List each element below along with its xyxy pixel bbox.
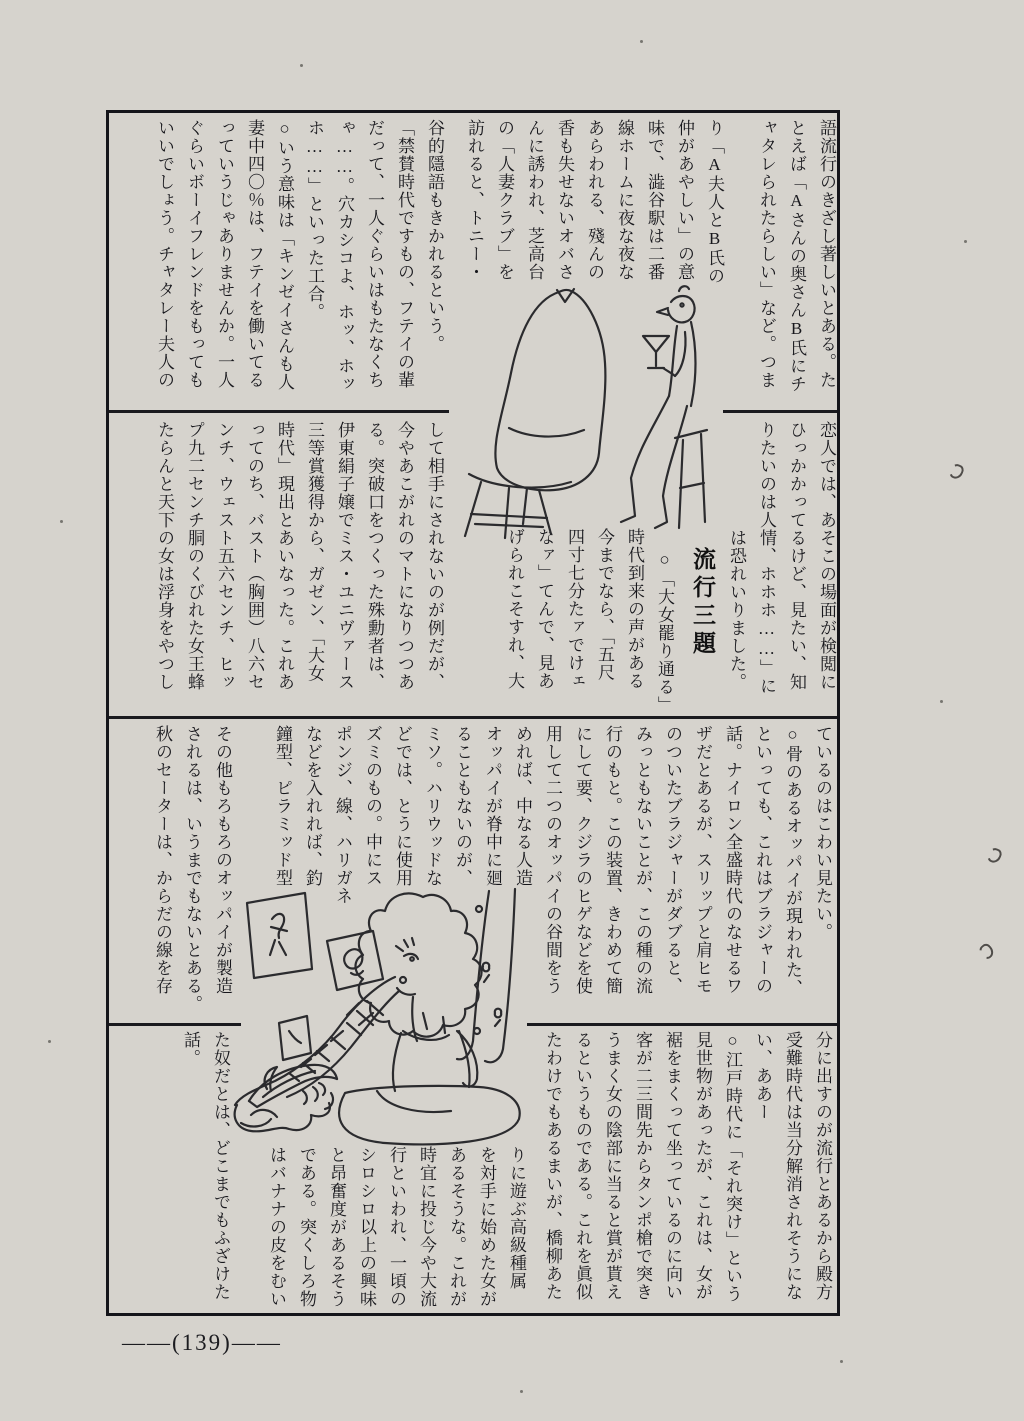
text-column: 用して二つのオッパイの谷間をう bbox=[543, 725, 562, 995]
text-column: 仲があやしい」の意 bbox=[675, 119, 694, 281]
text-block-row1-left bbox=[145, 119, 449, 409]
text-column: 時宜に投じ今や大流 bbox=[417, 1146, 436, 1308]
text-column: シロシロ以上の興味 bbox=[357, 1146, 376, 1308]
text-column: である。突くしろ物 bbox=[297, 1146, 316, 1308]
text-column: 線ホームに夜な夜な bbox=[615, 119, 634, 281]
text-block-opening bbox=[735, 119, 841, 409]
text-column: だって、一人ぐらいはもたなくち bbox=[365, 119, 384, 389]
ink-speck bbox=[520, 1390, 523, 1393]
ink-smudge bbox=[986, 846, 1004, 865]
text-column: いいでしょう。チャタレー夫人の bbox=[155, 119, 174, 389]
text-column: ているのはこわい見たい。 bbox=[813, 725, 832, 941]
text-column: 時代到来の声がある bbox=[625, 528, 644, 690]
text-column: っていうじゃありませんか。一人 bbox=[215, 119, 234, 389]
bar-scene-illustration bbox=[439, 278, 709, 543]
ink-smudge bbox=[948, 462, 966, 481]
text-column: はバナナの皮をむい bbox=[267, 1146, 286, 1308]
text-column: たわけでもあるまいが、橋柳あた bbox=[543, 1031, 562, 1301]
text-column: 妻中四〇％は、フテイを働いてる bbox=[245, 119, 264, 389]
text-block-row3-left bbox=[145, 725, 237, 1019]
text-column: 見世物があったが、これは、女が bbox=[693, 1031, 712, 1301]
ink-speck bbox=[300, 64, 303, 67]
text-column: ポンジ、線、ハリガネ bbox=[333, 725, 352, 905]
text-block-row2-right bbox=[709, 421, 841, 713]
text-column: ○江戸時代に「それ突け」という bbox=[723, 1031, 742, 1303]
divider-line bbox=[527, 1023, 837, 1026]
text-block-row4-right bbox=[537, 1031, 837, 1313]
text-column: ゃ……。穴カシコよ、ホッ、ホッ bbox=[335, 119, 354, 393]
text-column: 三等賞獲得から、ガゼン、「大女 bbox=[305, 421, 324, 683]
text-column: 訪れると、トニー・ bbox=[465, 119, 484, 281]
ink-speck bbox=[940, 700, 943, 703]
section-title: 流行三題 bbox=[690, 547, 715, 659]
text-column: ホ……」といった工合。 bbox=[305, 119, 324, 321]
text-column: ○いう意味は「キンゼイさんも人 bbox=[275, 119, 294, 391]
text-column: オッパイが脊中に廻 bbox=[483, 725, 502, 887]
text-column: とえば「Aさんの奥さんB氏にチ bbox=[787, 119, 806, 393]
text-column: 四寸七分たァでけェ bbox=[565, 528, 584, 690]
text-column: みっともないことが、この種の流 bbox=[633, 725, 652, 995]
text-column: 恋人では、あそこの場面が検閲に bbox=[817, 421, 836, 691]
text-column: ってのち、バスト（胸囲）八六セ bbox=[245, 421, 264, 691]
text-column: るというものである。これを眞似 bbox=[573, 1031, 592, 1301]
text-column: どでは、とうに使用 bbox=[393, 725, 412, 887]
text-column: めれば、中なる人造 bbox=[513, 725, 532, 887]
text-column: して相手にされないのが例だが、 bbox=[425, 421, 444, 691]
text-column: 語流行のきざし著しいとある。た bbox=[817, 119, 836, 389]
text-column: と昂奮度があるそう bbox=[327, 1146, 346, 1308]
text-column: その他もろもろのオッパイが製造 bbox=[213, 725, 232, 995]
text-column: うまく女の陰部に当ると賞が貰え bbox=[603, 1031, 622, 1301]
text-column: ミソ。ハリウッドな bbox=[423, 725, 442, 887]
text-column: は恐れいりました。 bbox=[727, 529, 746, 691]
text-column: ○骨のあるオッパイが現われた、 bbox=[783, 725, 802, 997]
text-column: りたいのは人情、ホホホ……」に bbox=[757, 421, 776, 695]
text-column: 分に出すのが流行とあるから殿方 bbox=[813, 1031, 832, 1301]
text-column: 「禁賛時代ですもの、フテイの輩 bbox=[395, 119, 414, 389]
text-column: たらんと天下の女は浮身をやつし bbox=[155, 421, 174, 691]
text-column: 伊東絹子嬢でミス・ユニヴァース bbox=[335, 421, 354, 691]
text-column: あるそうな。これが bbox=[447, 1146, 466, 1308]
text-block-row2-under-illustration bbox=[493, 528, 679, 720]
text-block-row4-bottom bbox=[252, 1146, 531, 1313]
text-column: ぐらいボーイフレンドをもっても bbox=[185, 119, 204, 389]
text-block-row3-right bbox=[537, 725, 837, 1019]
page-border-frame bbox=[106, 110, 840, 1316]
banana-hand-illustration bbox=[241, 1053, 343, 1135]
text-column: た奴だとは、どこまでもふざけた bbox=[211, 1031, 230, 1301]
text-column: 客が二三間先からタンポ槍で突き bbox=[633, 1031, 652, 1301]
text-column: い、ああー bbox=[753, 1031, 772, 1121]
text-column: ズミのもの。中にス bbox=[363, 725, 382, 887]
text-column: 谷的隱語もきかれるという。 bbox=[425, 119, 444, 353]
ink-speck bbox=[60, 520, 63, 523]
text-column: の「人妻クラブ」を bbox=[495, 119, 514, 281]
text-column: 話。ナイロン全盛時代のなせるワ bbox=[723, 725, 742, 995]
text-column: りに遊ぶ高級種属 bbox=[507, 1146, 526, 1290]
text-column: り「A夫人とB氏の bbox=[705, 119, 724, 285]
text-column: 今までなら、「五尺 bbox=[595, 528, 614, 682]
divider-line bbox=[109, 410, 449, 413]
text-column: あらわれる、殘んの bbox=[585, 119, 604, 281]
text-column: 味で、澁谷駅は二番 bbox=[645, 119, 664, 281]
text-column: 鐘型、ピラミッド型 bbox=[273, 725, 292, 887]
text-column: 受難時代は当分解消されそうにな bbox=[783, 1031, 802, 1301]
ink-speck bbox=[964, 240, 967, 243]
ink-speck bbox=[840, 1360, 843, 1363]
text-column: プ九二センチ胴のくびれた女王蜂 bbox=[185, 421, 204, 691]
text-column: ザだとあるが、スリップと肩ヒモ bbox=[693, 725, 712, 995]
text-column: げられこそすれ、大 bbox=[505, 528, 524, 690]
text-column: 時代」現出とあいなった。これあ bbox=[275, 421, 294, 691]
divider-line bbox=[109, 1023, 241, 1026]
text-column: 今やあこがれのマトになりつつあ bbox=[395, 421, 414, 691]
text-column: などを入れれば、釣 bbox=[303, 725, 322, 887]
text-column: ることもないのが、 bbox=[453, 725, 472, 887]
text-column: 香も失せないオバさ bbox=[555, 119, 574, 281]
ink-smudge bbox=[977, 942, 997, 962]
text-column: を対手に始めた女が bbox=[477, 1146, 496, 1308]
ink-speck bbox=[48, 1040, 51, 1043]
text-column: ンチ、ウェスト五六センチ、ヒッ bbox=[215, 421, 234, 691]
divider-line bbox=[723, 410, 837, 413]
text-column: のついたブラジャーがダブると、 bbox=[663, 725, 682, 995]
text-column: ひっかかってるけど、見たい、知 bbox=[787, 421, 806, 691]
text-column: 話。 bbox=[181, 1031, 200, 1067]
ink-speck bbox=[640, 40, 643, 43]
divider-line bbox=[109, 716, 837, 719]
text-block-row4-tail bbox=[173, 1031, 235, 1313]
text-column: んに誘われ、芝高台 bbox=[525, 119, 544, 281]
text-column: ャタレられたらしい」など。つま bbox=[757, 119, 776, 389]
text-column: されるは、いうまでもないとある。 bbox=[183, 725, 202, 1013]
text-column: 秋のセーターは、からだの線を存 bbox=[153, 725, 172, 995]
text-column: 行のもと。この装置、きわめて簡 bbox=[603, 725, 622, 995]
text-column: ○「大女罷り通る」 bbox=[655, 550, 674, 714]
text-column: といっても、これはブラジャーの bbox=[753, 725, 772, 995]
text-column: なァ」てんで、見あ bbox=[535, 528, 554, 690]
text-block-row2-left bbox=[145, 421, 449, 713]
text-column: る。突破口をつくった殊勳者は、 bbox=[365, 421, 384, 691]
text-column: 裾をまくって坐っているのに向い bbox=[663, 1031, 682, 1301]
page-number: ——(139)—— bbox=[122, 1330, 282, 1355]
text-column: にして要、クジラのヒゲなどを使 bbox=[573, 725, 592, 995]
text-column: 行といわれ、一頃の bbox=[387, 1146, 406, 1308]
